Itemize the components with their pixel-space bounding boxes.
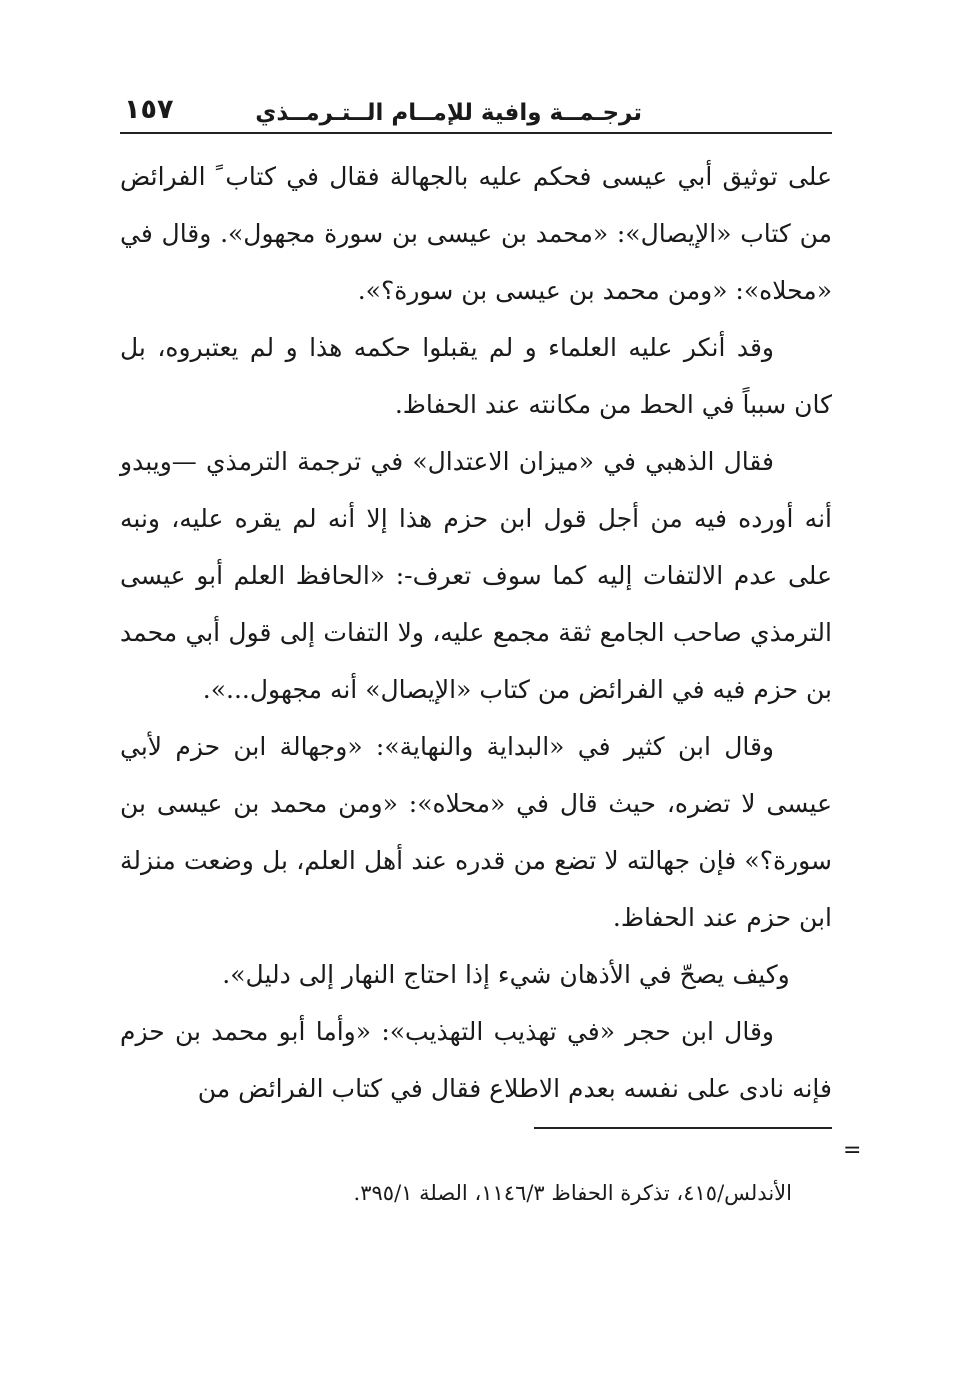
footnote-divider [534,1127,832,1129]
footnote-continuation-marker: = [843,1138,862,1163]
paragraph-6: وقال ابن حجر «في تهذيب التهذيب»: «وأما أبو محمد بن حزم فإنه نادى على نفسه بعدم الاطلاع فقال في كتاب الفرائض من [120,1017,832,1103]
body-text [120,148,832,1117]
verse-line: وكيف يصحّ في الأذهان شيء إذا احتاج النهار إلى دليل». [222,960,790,989]
page-header [120,92,832,134]
paragraph-4: وقال ابن كثير في «البداية والنهاية»: «وجهالة ابن حزم لأبي عيسى لا تضره، حيث قال في «محلاه»: «ومن محمد بن عيسى بن سورة؟» فإن جهالته لا تضع من قدره عند أهل العلم، بل وضعت منزلة ابن حزم عند الحفاظ. [120,732,832,932]
paragraph-3: فقال الذهبي في «ميزان الاعتدال» في ترجمة الترمذي —ويبدو أنه أورده فيه من أجل قول ابن حزم هذا إلا أنه لم يقره عليه، ونبه على عدم الالتفات إليه كما سوف تعرف-: «الحافظ العلم أبو عيسى الترمذي صاحب الجامع ثقة مجمع عليه، ولا التفات إلى قول أبي محمد بن حزم فيه في الفرائض من كتاب «الإيصال» أنه مجهول...». [120,447,832,704]
paragraph-1: على توثيق أبي عيسى فحكم عليه بالجهالة فقال في كتاب ً الفرائض من كتاب «الإيصال»: «محمد بن عيسى بن سورة مجهول». وقال في «محلاه»: «ومن محمد بن عيسى بن سورة؟». [120,162,832,305]
footnote: الأندلس/٤١٥، تذكرة الحفاظ ١١٤٦/٣، الصلة ٣٩٥/١. [353,1181,792,1205]
header-divider [120,132,832,134]
paragraph-2: وقد أنكر عليه العلماء و لم يقبلوا حكمه هذا و لم يعتبروه، بل كان سبباً في الحط من مكانته عند الحفاظ. [120,333,832,419]
running-title: ترجـمــة وافية للإمــام الــتـرمــذي [255,100,642,126]
page-number: ١٥٧ [124,94,174,125]
